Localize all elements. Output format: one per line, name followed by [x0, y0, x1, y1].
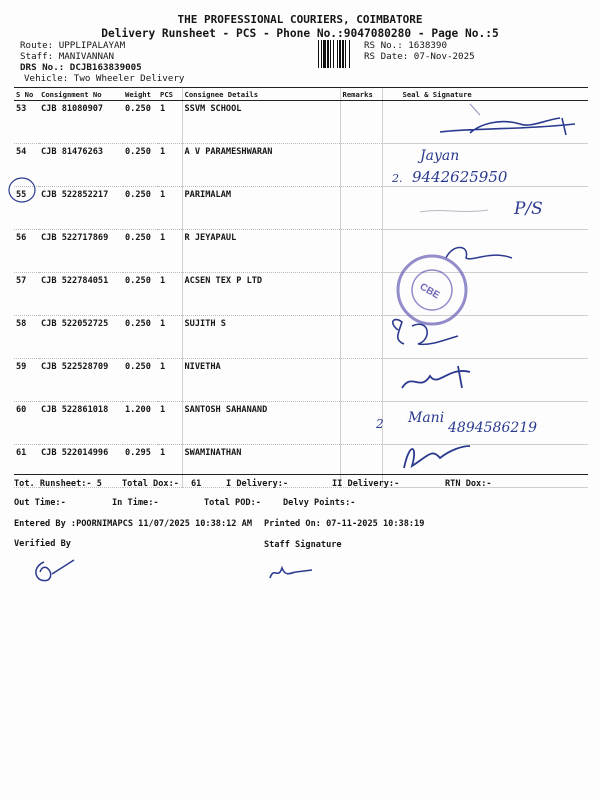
cell-pcs: 1 — [158, 402, 182, 445]
out-time: Out Time:- — [14, 498, 66, 508]
row-54-marker: 2. — [392, 172, 403, 185]
table-row — [14, 230, 588, 273]
cell-weight: 0.295 — [123, 445, 158, 488]
table-row — [14, 187, 588, 230]
table-header-row — [14, 88, 588, 101]
cell-weight: 1.200 — [123, 402, 158, 445]
col-header-consignment: Consignment No — [39, 88, 123, 101]
cell-pcs: 1 — [158, 445, 182, 488]
totals-divider — [14, 474, 588, 475]
cell-weight: 0.250 — [123, 230, 158, 273]
table-row — [14, 101, 588, 144]
company-stamp-text: CBE — [417, 281, 442, 302]
cell-consignment: CJB 522528709 — [39, 359, 123, 402]
row-54-name: Jayan — [420, 148, 460, 164]
cell-sno: 56 — [14, 230, 39, 273]
table-row — [14, 359, 588, 402]
cell-consignee: R JEYAPAUL — [182, 230, 340, 273]
delvy-points: Delvy Points:- — [283, 498, 356, 508]
cell-sno: 53 — [14, 101, 39, 144]
verified-by: Verified By — [14, 539, 71, 549]
route-label: Route: UPPLIPALAYAM — [20, 40, 126, 51]
cell-remarks — [340, 144, 382, 187]
cell-remarks — [340, 359, 382, 402]
cell-weight: 0.250 — [123, 316, 158, 359]
cell-consignee: SUJITH S — [182, 316, 340, 359]
total-dox-value: 61 — [191, 479, 202, 489]
in-time: In Time:- — [112, 498, 159, 508]
cell-pcs: 1 — [158, 101, 182, 144]
table-row — [14, 144, 588, 187]
cell-consignment: CJB 522052725 — [39, 316, 123, 359]
cell-pcs: 1 — [158, 187, 182, 230]
cell-consignment: CJB 522014996 — [39, 445, 123, 488]
cell-sno: 58 — [14, 316, 39, 359]
col-header-sno: S No — [14, 88, 39, 101]
cell-consignment: CJB 522861018 — [39, 402, 123, 445]
total-dox-label: Total Dox:- — [122, 479, 179, 489]
row-60-phone: 4894586219 — [448, 420, 538, 436]
entered-by: Entered By :POORNIMAPCS 11/07/2025 10:38:12 AM — [14, 519, 252, 529]
cell-signature — [382, 316, 588, 359]
cell-remarks — [340, 402, 382, 445]
cell-sno: 59 — [14, 359, 39, 402]
ii-delivery: II Delivery:- — [332, 479, 400, 489]
cell-consignment: CJB 522784051 — [39, 273, 123, 316]
row-60-marker: 2 — [376, 417, 384, 431]
staff-signature-mark — [270, 568, 312, 578]
cell-sno: 55 — [14, 187, 39, 230]
col-header-remarks: Remarks — [340, 88, 382, 101]
cell-pcs: 1 — [158, 144, 182, 187]
staff-label: Staff: MANIVANNAN — [20, 51, 115, 62]
cell-sno: 60 — [14, 402, 39, 445]
row-54-phone: 9442625950 — [412, 168, 508, 186]
cell-signature — [382, 402, 588, 445]
cell-consignee: SSVM SCHOOL — [182, 101, 340, 144]
col-header-weight: Weight — [123, 88, 158, 101]
drs-number: DRS No.: DCJB163839005 — [20, 62, 142, 73]
cell-consignment: CJB 522717869 — [39, 230, 123, 273]
row-60-name: Mani — [408, 410, 445, 426]
col-header-consignee: Consignee Details — [182, 88, 340, 101]
barcode-icon — [318, 40, 362, 68]
cell-signature — [382, 359, 588, 402]
i-delivery: I Delivery:- — [226, 479, 289, 489]
tot-runsheet: Tot. Runsheet:- 5 — [14, 479, 102, 489]
cell-remarks — [340, 101, 382, 144]
cell-consignee: NIVETHA — [182, 359, 340, 402]
cell-consignee: SANTOSH SAHANAND — [182, 402, 340, 445]
row-55-note: P/S — [514, 199, 543, 219]
printed-on: Printed On: 07-11-2025 10:38:19 — [264, 519, 425, 529]
cell-consignment: CJB 81476263 — [39, 144, 123, 187]
cell-remarks — [340, 316, 382, 359]
table-row — [14, 402, 588, 445]
cell-consignee: A V PARAMESHWARAN — [182, 144, 340, 187]
cell-signature — [382, 101, 588, 144]
rtn-dox: RTN Dox:- — [445, 479, 492, 489]
company-title: THE PROFESSIONAL COURIERS, COIMBATORE — [177, 13, 423, 26]
staff-signature-label: Staff Signature — [264, 540, 342, 550]
cell-pcs: 1 — [158, 316, 182, 359]
cell-signature — [382, 273, 588, 316]
rs-date: RS Date: 07-Nov-2025 — [364, 51, 475, 62]
verified-by-signature — [36, 560, 74, 581]
cell-sno: 61 — [14, 445, 39, 488]
cell-consignee: PARIMALAM — [182, 187, 340, 230]
cell-weight: 0.250 — [123, 101, 158, 144]
cell-weight: 0.250 — [123, 187, 158, 230]
cell-consignee: SWAMINATHAN — [182, 445, 340, 488]
cell-pcs: 1 — [158, 273, 182, 316]
cell-sno: 57 — [14, 273, 39, 316]
col-header-seal: Seal & Signature — [382, 88, 588, 101]
cell-weight: 0.250 — [123, 144, 158, 187]
cell-consignment: CJB 81080907 — [39, 101, 123, 144]
cell-signature — [382, 230, 588, 273]
cell-consignment: CJB 522852217 — [39, 187, 123, 230]
table-row — [14, 316, 588, 359]
vehicle-label: Vehicle: Two Wheeler Delivery — [24, 73, 185, 84]
cell-pcs: 1 — [158, 359, 182, 402]
cell-pcs: 1 — [158, 230, 182, 273]
cell-remarks — [340, 273, 382, 316]
cell-signature — [382, 187, 588, 230]
total-pod: Total POD:- — [204, 498, 261, 508]
col-header-pcs: PCS — [158, 88, 182, 101]
rs-number: RS No.: 1638390 — [364, 40, 447, 51]
table-row — [14, 273, 588, 316]
cell-consignee: ACSEN TEX P LTD — [182, 273, 340, 316]
cell-weight: 0.250 — [123, 273, 158, 316]
cell-sno: 54 — [14, 144, 39, 187]
cell-weight: 0.250 — [123, 359, 158, 402]
runsheet-subtitle: Delivery Runsheet - PCS - Phone No.:9047080280 - Page No.:5 — [101, 27, 499, 40]
cell-remarks — [340, 230, 382, 273]
runsheet-table — [14, 87, 588, 488]
cell-signature — [382, 144, 588, 187]
cell-remarks — [340, 187, 382, 230]
